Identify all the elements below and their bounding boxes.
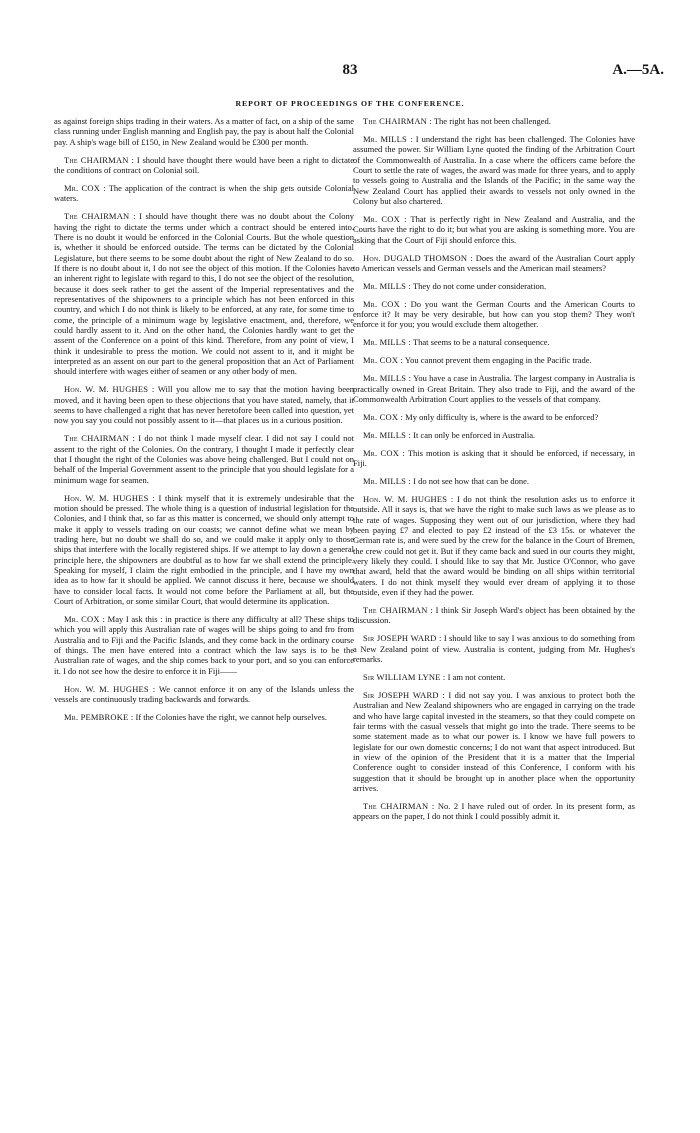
speaker-name: Hon. W. M. HUGHES : xyxy=(64,683,156,694)
speech-text: That seems to be a natural consequence. xyxy=(411,337,550,348)
speech-text: I understand the right has been challenged. The Colonies have assumed the power. Sir William Lyne quoted the finding of the Arbitration Court of the Commonwealth of Australia. In a case where the officers came before the Court to settle the rate of wages, the award was made for three years, and to apply to vessels going to Australia and the Islands of the Pacific; in the same way the New Zealand Court has applied their awards to vessels not only owned in the Colony but also chartered. xyxy=(353,133,635,206)
speaker-name: The CHAIRMAN : xyxy=(64,211,136,222)
speech-text: No. 2 I have ruled out of order. In its present form, as appears on the paper, I do not think I could possibly admit it. xyxy=(353,800,635,822)
paragraph xyxy=(353,281,635,291)
speaker-name: Sir JOSEPH WARD : xyxy=(363,633,442,644)
speaker-name: Mr. COX : xyxy=(363,298,407,309)
speaker-name: Hon. W. M. HUGHES : xyxy=(64,492,155,503)
speaker-name: Mr. MILLS : xyxy=(363,280,411,291)
speaker-name: Mr. MILLS : xyxy=(363,429,411,440)
speech-text: I did not say you. I was anxious to protect both the Australian and New Zealand shipowners who are engaged in carrying on the trade and who have large capital invested in the steamers, so that they could compete on fair terms with the casual vessels that might go into the trade. There seems to be some statement made as to what our power is. I know we have full powers to legislate for our own domestic concerns; I do not want that aspect introduced. But in view of the opinion of the President that it is a matter that the Imperial Conference ought to consider instead of this Conference, I conform with his suggestion that it should be brought up in another place when the opportunity arrives. xyxy=(353,689,635,793)
speech-text: I am not content. xyxy=(445,671,506,682)
speaker-name: Mr. MILLS : xyxy=(363,373,412,384)
speech-text: That is perfectly right in New Zealand and Australia, and the Courts have the right to do it; but what you are asking is something more. You are asking that the Court of Fiji should enforce this. xyxy=(353,213,635,245)
speech-text: I do not think the resolution asks us to enforce it outside. All it says is, that we have the right to make such laws as we please as to the rate of wages. Supposing they went out of our jurisdiction, where they had been paying £7 and elected to pay £2 instead of the £3 15s. or whatever the German rate is, and were sued by the crew for the balance in the Court of Bremen, the crew could not get it. But if they came back and sued in our courts they might, very likely they could. I should like to say that Mr. Justice O'Connor, who gave that award, held that the award would be binding on all ships within territorial waters. I do not think myself they would ever dream of applying it to those outside, even if they had the power. xyxy=(353,494,635,598)
speech-text: This motion is asking that it should be enforced, if necessary, in Fiji. xyxy=(353,447,635,469)
speaker-name: Mr. MILLS : xyxy=(363,476,411,487)
speaker-name: Hon. W. M. HUGHES : xyxy=(363,494,454,504)
speech-text: If the Colonies have the right, we cannot help ourselves. xyxy=(133,711,327,722)
paragraph xyxy=(353,672,635,682)
speech-text: Do you want the German Courts and the American Courts to enforce it? It may be very desirable, but how can you stop them? They won't enforce it for you; you would exclude them altogether. xyxy=(353,298,635,330)
paragraph xyxy=(353,476,635,486)
paragraph xyxy=(353,134,635,206)
paragraph xyxy=(54,211,354,377)
paragraph xyxy=(54,614,354,676)
speech-text: Will you allow me to say that the motion having been moved, and it having been open to these objections that you have stated, namely, that it seems to have challenged a right that has never heretofore been called into question, yet now you say you could not possibly assent to it—that places us in a curious position. xyxy=(54,384,354,426)
speech-text: Does the award of the Australian Court apply to American vessels and German vessels and the American mail steamers? xyxy=(353,252,635,273)
speech-text: I should like to say I was anxious to do something from a New Zealand point of view. Australia is content, judging from Mr. Hughes's remarks. xyxy=(353,633,635,664)
speech-text: It can only be enforced in Australia. xyxy=(411,429,536,440)
speech-text: I should have thought there was no doubt about the Colony having the right to dictate the terms under which a contract should be entered into. There is no doubt it would be enforced in the Colonial Courts. But the whole question is, whether it should be enforced outside. The terms can be dictated by the Colonial Legislature, but there seems to be some doubt about the right of New Zealand to do so. If there is no doubt about it, I do not see the object of this motion. If the Colonies have an inherent right to legislate with regard to this, I do not see the object of the resolution, because it does seek rather to get the assent of the Imperial representatives and the representatives of the shipowners to a principle which has not been enforced in this country, and which I do not think is likely to be enforced, at any rate, for some time to come, the principle of a minimum wage by legislative enactment, and, therefore, we could hardly assent to it. And on the other hand, the Colonies hardly want to get the assent of the Conference on a point of this kind. Therefore, from any point of view, I think it undesirable to press the motion. We could not assent to it, and it might be interpreted as an assent on our part to the general proposition that an Act of Parliament should interfere with wages either of seamen or any other body of men. xyxy=(54,211,354,377)
paragraph xyxy=(353,299,635,330)
paragraph xyxy=(353,690,635,793)
right-column xyxy=(353,116,635,1116)
speaker-name: Mr. MILLS : xyxy=(363,133,413,144)
speaker-name: Mr. COX : xyxy=(64,182,106,193)
speech-text: I do not think I made myself clear. I did not say I could not assent to the right of the Colonies. On the contrary, I thought I made it perfectly clear that I thought the right of the Colonies was above being challenged. But I could not on behalf of the Imperial Government assent to the principle that you should legislate for a minimum wage for seamen. xyxy=(54,433,354,485)
speech-text: My only difficulty is, where is the award to be enforced? xyxy=(403,411,599,422)
speech-text: I should have thought there would have been a right to dictate the conditions of contract on Colonial soil. xyxy=(54,154,354,175)
paragraph xyxy=(353,412,635,422)
speaker-name: Hon. DUGALD THOMSON : xyxy=(363,252,473,263)
speaker-name: Mr. COX : xyxy=(64,613,106,624)
left-column xyxy=(54,116,354,1116)
page-number: 83 xyxy=(342,62,358,78)
speaker-name: The CHAIRMAN : xyxy=(363,605,433,616)
speech-text: The right has not been challenged. xyxy=(431,116,551,126)
speaker-name: Hon. W. M. HUGHES : xyxy=(64,384,155,395)
speech-text: I think myself that it is extremely undesirable that the motion should be pressed. The whole thing is a question of industrial legislation for the Colonies, and I think that, so far as this matter is concerned, we should only attempt to make it apply to vessels trading on our coasts; we cannot define what we mean by trading here, but no doubt we shall do so, and we could make it apply only to those ships that interfere with the locally registered ships. If we attempt to lay down a general principle here, the shipowners are doubtful as to how far we shall extend the principle. Speaking for myself, I claim the right embodied in the principle, and I have my own idea as to how far it should be applied. We cannot discuss it here, because we should have to consider local facts. It would not come before the Parliament at all, but the Court of Arbitration, or some similar Court, that would determine its application. xyxy=(54,492,354,606)
paragraph xyxy=(54,684,354,705)
speaker-name: Mr. MILLS : xyxy=(363,337,411,348)
speech-text: You have a case in Australia. The largest company in Australia is practically owned in Great Britain. They also trade to Fiji, and the award of the Commonwealth Arbitration Court applies to the vessels of that company. xyxy=(353,373,635,404)
paragraph xyxy=(54,493,354,607)
speech-text: The application of the contract is when the ship gets outside Colonial waters. xyxy=(54,182,354,204)
paragraph xyxy=(353,337,635,347)
speech-text: We cannot enforce it on any of the Islands unless the vessels are continuously trading backwards and forwards. xyxy=(54,683,354,704)
paragraph xyxy=(54,433,354,485)
running-head: REPORT OF PROCEEDINGS OF THE CONFERENCE. xyxy=(235,99,465,108)
speaker-name: Mr. COX : xyxy=(363,213,407,224)
speaker-name: The CHAIRMAN : xyxy=(64,154,135,165)
paragraph xyxy=(353,214,635,245)
speaker-name: Mr. COX : xyxy=(363,355,404,366)
paragraph xyxy=(353,605,635,626)
page-reference: A.—5A. xyxy=(612,62,664,78)
speech-text: They do not come under consideration. xyxy=(411,280,547,291)
speaker-name: Mr. COX : xyxy=(363,411,404,422)
paragraph xyxy=(353,253,635,274)
speaker-name: Sir JOSEPH WARD : xyxy=(363,689,445,700)
speech-text: May I ask this : in practice is there any difficulty at all? These ships to which you will apply this Australian rate of wages will be ships going to and fro from Australia and to Fiji and the Pacific Islands, and they come back in the ordinary course of things. The men have entered into a contract which the law says is to be the Australian rate of wages, and the ship comes back to your port, and so you can enforce it. I do not see how the desire to enforce it in Fiji—— xyxy=(54,613,354,676)
paragraph xyxy=(54,384,354,425)
paragraph xyxy=(353,355,635,365)
speaker-name: The CHAIRMAN : xyxy=(363,116,432,126)
speaker-name: Sir WILLIAM LYNE : xyxy=(363,671,446,682)
paragraph xyxy=(54,116,354,147)
speaker-name: Mr. COX : xyxy=(363,447,405,458)
speech-text: I do not see how that can be done. xyxy=(411,476,530,487)
speaker-name: The CHAIRMAN : xyxy=(363,800,435,811)
paragraph xyxy=(353,633,635,664)
paragraph xyxy=(353,116,635,126)
paragraph xyxy=(353,801,635,822)
speaker-name: The CHAIRMAN : xyxy=(64,433,136,444)
speech-text: as against foreign ships trading in their waters. As a matter of fact, on a ship of the same class running under English manning and English pay, the pay is about half the Colonial pay. A ship's wage bill of £150, in New Zealand would be £300 per month. xyxy=(54,116,354,147)
speech-text: I think Sir Joseph Ward's object has been obtained by the discussion. xyxy=(353,605,635,626)
paragraph xyxy=(54,183,354,204)
paragraph xyxy=(54,712,354,722)
paragraph xyxy=(54,155,354,176)
paragraph xyxy=(353,430,635,440)
paragraph xyxy=(353,494,635,597)
speaker-name: Mr. PEMBROKE : xyxy=(64,711,134,722)
speech-text: You cannot prevent them engaging in the Pacific trade. xyxy=(403,355,592,366)
paragraph xyxy=(353,373,635,404)
paragraph xyxy=(353,448,635,469)
